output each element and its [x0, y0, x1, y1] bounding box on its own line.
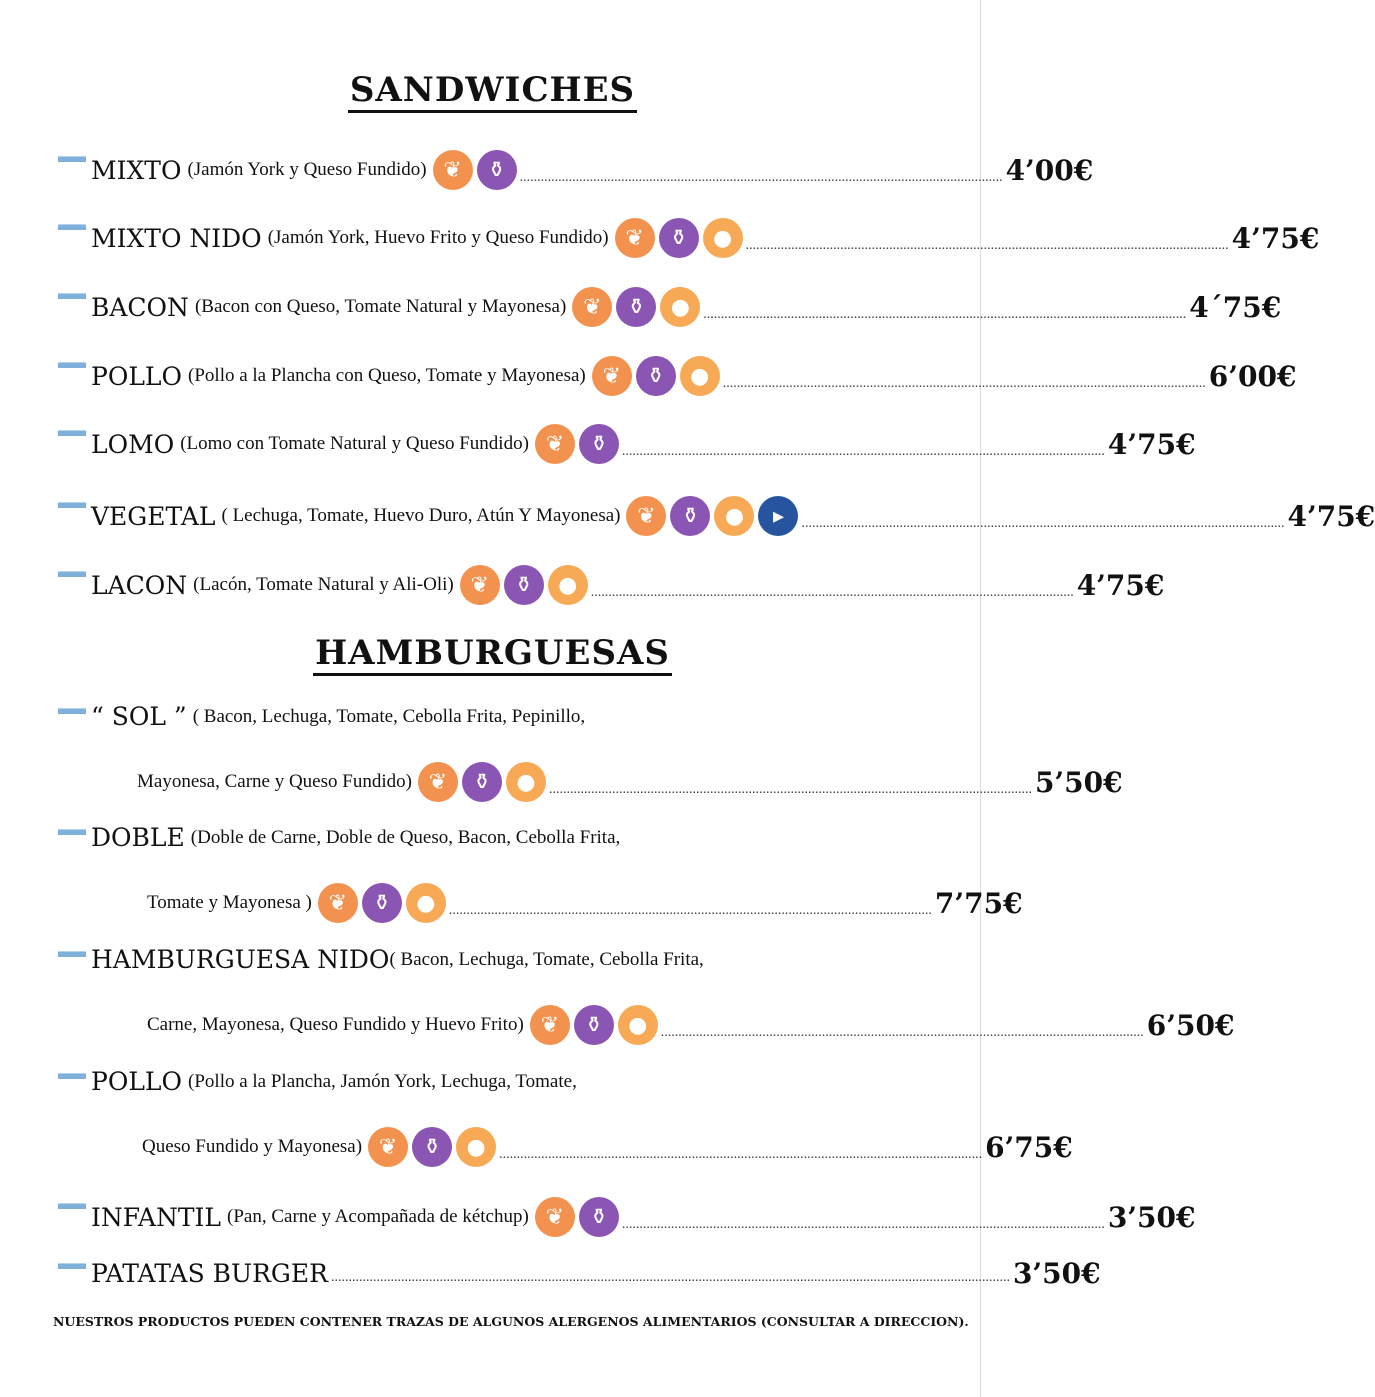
allergen-icons	[368, 1127, 496, 1167]
item-description: (Jamón York y Queso Fundido)	[187, 159, 427, 180]
item-description: Carne, Mayonesa, Queso Fundido y Huevo Frito)	[147, 1014, 524, 1035]
item-price: 4´75€	[1189, 290, 1282, 324]
dot-leader: ..........................................................................................................................................	[519, 170, 1003, 185]
allergen-icons	[318, 883, 446, 923]
milk-jug-icon: ⚱	[579, 424, 619, 464]
bullet-dash	[58, 708, 86, 714]
item-name: POLLO	[91, 1067, 183, 1096]
wheat-icon: ❦	[592, 356, 632, 396]
menu-item-mixto	[58, 150, 1094, 190]
wheat-icon: ❦	[318, 883, 358, 923]
eggs-icon: ●	[406, 883, 446, 923]
menu-item-infantil	[58, 1197, 1196, 1237]
menu-item-bacon	[58, 287, 1282, 327]
wheat-icon: ❦	[572, 287, 612, 327]
dot-leader: ..........................................................................................................................................	[660, 1025, 1144, 1040]
menu-item-pollo-sandwich	[58, 356, 1297, 396]
dot-leader: ..........................................................................................................................................	[448, 903, 932, 918]
allergen-icons	[418, 762, 546, 802]
item-price: 4’75€	[1107, 427, 1196, 461]
item-description: (Lacón, Tomate Natural y Ali-Oli)	[193, 574, 454, 595]
bullet-dash	[58, 571, 86, 577]
page-border	[980, 0, 981, 1397]
item-description: Tomate y Mayonesa )	[147, 892, 312, 913]
item-price: 6’00€	[1208, 359, 1297, 393]
item-price: 4’75€	[1287, 499, 1375, 533]
menu-item-pollo-burger	[58, 1067, 918, 1096]
dot-leader: ..........................................................................................................................................	[499, 1147, 983, 1162]
wheat-icon: ❦	[368, 1127, 408, 1167]
milk-jug-icon: ⚱	[636, 356, 676, 396]
wheat-icon: ❦	[535, 1197, 575, 1237]
milk-jug-icon: ⚱	[462, 762, 502, 802]
item-description: (Doble de Carne, Doble de Queso, Bacon, Cebolla Frita,	[190, 826, 621, 848]
bullet-dash	[58, 1203, 86, 1209]
allergen-icons	[433, 150, 517, 190]
item-description: (Bacon con Queso, Tomate Natural y Mayonesa)	[194, 296, 567, 317]
item-price: 4’75€	[1231, 221, 1320, 255]
allergen-icons	[572, 287, 700, 327]
item-name: INFANTIL	[91, 1202, 222, 1232]
item-name: POLLO	[91, 361, 183, 391]
milk-jug-icon: ⚱	[670, 496, 710, 536]
item-price: 5’50€	[1034, 765, 1123, 799]
item-description: (Pan, Carne y Acompañada de kétchup)	[227, 1206, 529, 1227]
menu-item-doble-cont	[147, 883, 1023, 923]
dot-leader: ..........................................................................................................................................	[548, 782, 1032, 797]
hamburguesas-heading: HAMBURGUESAS	[0, 633, 985, 673]
dot-leader: ..........................................................................................................................................	[801, 516, 1285, 531]
wheat-icon: ❦	[615, 218, 655, 258]
allergen-icons	[592, 356, 720, 396]
wheat-icon: ❦	[535, 424, 575, 464]
item-name: VEGETAL	[91, 501, 216, 531]
allergen-icons	[615, 218, 743, 258]
eggs-icon: ●	[714, 496, 754, 536]
item-name: MIXTO NIDO	[91, 223, 262, 253]
milk-jug-icon: ⚱	[574, 1005, 614, 1045]
dot-leader: ..........................................................................................................................................	[590, 585, 1074, 600]
allergen-icons	[460, 565, 588, 605]
item-name: “ SOL ”	[91, 702, 187, 731]
eggs-icon: ●	[618, 1005, 658, 1045]
item-price: 4’00€	[1005, 153, 1094, 187]
dot-leader: ..........................................................................................................................................	[621, 1217, 1105, 1232]
milk-jug-icon: ⚱	[412, 1127, 452, 1167]
item-name: PATATAS BURGER	[91, 1259, 328, 1288]
item-description: Mayonesa, Carne y Queso Fundido)	[137, 771, 412, 792]
bullet-dash	[58, 430, 86, 436]
bullet-dash	[58, 1073, 86, 1079]
menu-item-patatas-burger	[58, 1257, 1101, 1290]
menu-item-hamburguesa-nido-cont	[147, 1005, 1235, 1045]
milk-jug-icon: ⚱	[362, 883, 402, 923]
milk-jug-icon: ⚱	[579, 1197, 619, 1237]
menu-item-hamburguesa-nido	[58, 945, 918, 974]
item-name: LOMO	[91, 429, 175, 459]
bullet-dash	[58, 224, 86, 230]
item-description: (Jamón York, Huevo Frito y Queso Fundido)	[267, 227, 609, 248]
bullet-dash	[58, 951, 86, 957]
item-description: (Lomo con Tomate Natural y Queso Fundido)	[180, 433, 529, 454]
wheat-icon: ❦	[626, 496, 666, 536]
allergen-disclaimer: NUESTROS PRODUCTOS PUEDEN CONTENER TRAZAS DE ALGUNOS ALERGENOS ALIMENTARIOS (CONSULTAR A DIRECCION).	[53, 1314, 969, 1329]
menu-item-lomo	[58, 424, 1196, 464]
allergen-icons	[535, 424, 619, 464]
item-name: HAMBURGUESA NIDO	[91, 945, 390, 974]
allergen-icons	[626, 496, 798, 536]
milk-jug-icon: ⚱	[477, 150, 517, 190]
menu-item-doble	[58, 823, 918, 852]
sandwiches-heading: SANDWICHES	[0, 70, 985, 110]
item-name: BACON	[91, 292, 189, 322]
bullet-dash	[58, 829, 86, 835]
menu-item-pollo-burger-cont	[142, 1127, 1073, 1167]
dot-leader: ..................................................................................................................................................................................................	[330, 1270, 1010, 1285]
item-description: ( Bacon, Lechuga, Tomate, Cebolla Frita,	[389, 948, 704, 970]
eggs-icon: ●	[548, 565, 588, 605]
menu-item-mixto-nido	[58, 218, 1320, 258]
wheat-icon: ❦	[418, 762, 458, 802]
item-price: 6’50€	[1146, 1008, 1235, 1042]
item-name: LACON	[91, 570, 188, 600]
menu-item-vegetal	[58, 496, 1375, 536]
wheat-icon: ❦	[460, 565, 500, 605]
dot-leader: ..........................................................................................................................................	[745, 238, 1229, 253]
item-description: Queso Fundido y Mayonesa)	[142, 1136, 363, 1157]
milk-jug-icon: ⚱	[616, 287, 656, 327]
fish-icon: ▸	[758, 496, 798, 536]
item-description: ( Bacon, Lechuga, Tomate, Cebolla Frita, Pepinillo,	[192, 705, 586, 727]
wheat-icon: ❦	[433, 150, 473, 190]
eggs-icon: ●	[456, 1127, 496, 1167]
eggs-icon: ●	[703, 218, 743, 258]
item-description: ( Lechuga, Tomate, Huevo Duro, Atún Y Mayonesa)	[221, 505, 621, 526]
bullet-dash	[58, 362, 86, 368]
item-name: MIXTO	[91, 155, 182, 185]
milk-jug-icon: ⚱	[659, 218, 699, 258]
item-description: (Pollo a la Plancha, Jamón York, Lechuga, Tomate,	[188, 1070, 577, 1092]
allergen-icons	[530, 1005, 658, 1045]
bullet-dash	[58, 502, 86, 508]
item-name: DOBLE	[91, 823, 185, 852]
milk-jug-icon: ⚱	[504, 565, 544, 605]
eggs-icon: ●	[660, 287, 700, 327]
item-price: 6’75€	[985, 1130, 1073, 1164]
bullet-dash	[58, 156, 86, 162]
allergen-icons	[535, 1197, 619, 1237]
dot-leader: ..........................................................................................................................................	[722, 376, 1206, 391]
bullet-dash	[58, 1263, 86, 1269]
eggs-icon: ●	[680, 356, 720, 396]
item-price: 7’75€	[934, 886, 1023, 920]
menu-item-sol	[58, 702, 918, 731]
item-price: 3’50€	[1012, 1257, 1101, 1290]
eggs-icon: ●	[506, 762, 546, 802]
dot-leader: ..........................................................................................................................................	[703, 307, 1187, 322]
bullet-dash	[58, 293, 86, 299]
dot-leader: ..........................................................................................................................................	[621, 444, 1105, 459]
item-price: 4’75€	[1076, 568, 1165, 602]
menu-item-sol-cont	[137, 762, 1123, 802]
item-description: (Pollo a la Plancha con Queso, Tomate y Mayonesa)	[188, 365, 586, 386]
menu-item-lacon	[58, 565, 1165, 605]
wheat-icon: ❦	[530, 1005, 570, 1045]
item-price: 3’50€	[1107, 1200, 1196, 1234]
